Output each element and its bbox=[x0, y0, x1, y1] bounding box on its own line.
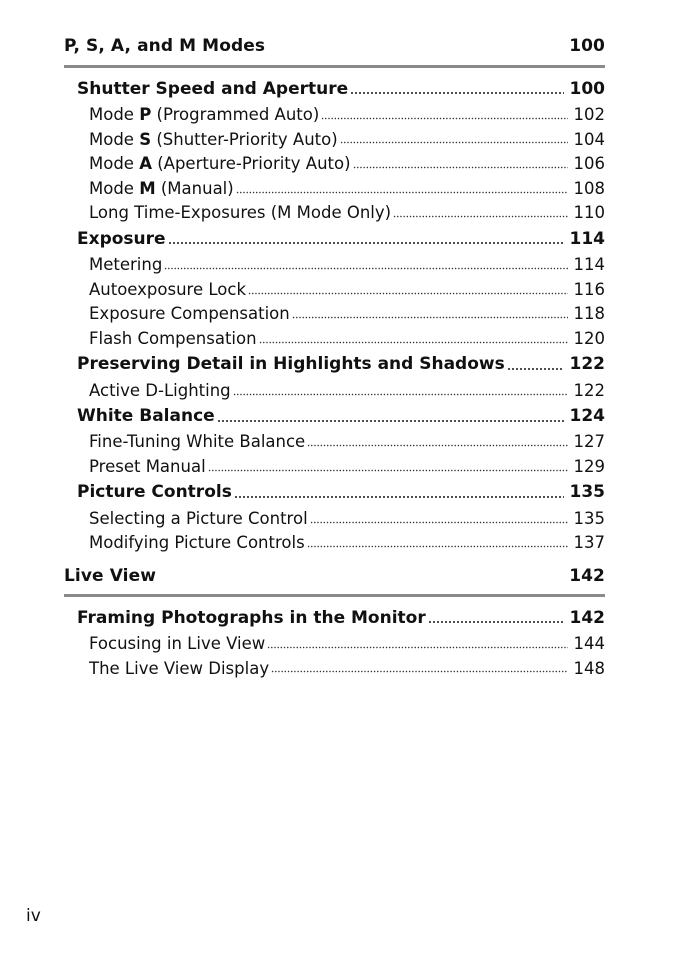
entry-page: 110 bbox=[573, 203, 605, 223]
toc-subentry[interactable] bbox=[64, 506, 605, 531]
entry-title bbox=[89, 130, 338, 149]
dot-leader bbox=[168, 237, 564, 245]
entry-title: Preset Manual bbox=[89, 457, 206, 477]
entry-page: 118 bbox=[573, 304, 605, 324]
entry-page: 137 bbox=[573, 533, 605, 553]
toc-entry[interactable] bbox=[64, 479, 605, 506]
toc-entry[interactable] bbox=[64, 604, 605, 631]
entry-title: Exposure bbox=[77, 228, 166, 249]
entry-title-prefix: Mode bbox=[89, 178, 140, 198]
entry-title-prefix: Mode bbox=[89, 129, 140, 149]
dot-leader bbox=[217, 415, 564, 423]
entry-page: 106 bbox=[573, 154, 605, 174]
dot-leader bbox=[292, 311, 568, 319]
toc-entry[interactable] bbox=[64, 403, 605, 430]
entry-page: 108 bbox=[573, 178, 605, 198]
entry-title: Autoexposure Lock bbox=[89, 279, 246, 299]
toc-entry[interactable] bbox=[64, 351, 605, 378]
entry-title: Selecting a Picture Control bbox=[89, 508, 308, 528]
chapter-rule bbox=[64, 594, 605, 597]
entry-title: Metering bbox=[89, 255, 163, 275]
entry-page: 144 bbox=[573, 633, 605, 653]
toc-subentry[interactable] bbox=[64, 201, 605, 226]
entry-page: 127 bbox=[573, 432, 605, 452]
entry-page: 114 bbox=[569, 228, 605, 249]
entry-title: Active D-Lighting bbox=[89, 380, 231, 400]
toc-subentry[interactable] bbox=[64, 102, 605, 127]
toc-subentry[interactable] bbox=[64, 151, 605, 176]
dot-leader bbox=[234, 491, 564, 499]
chapter-title: Live View bbox=[64, 566, 157, 586]
entry-page: 135 bbox=[573, 508, 605, 528]
dot-leader bbox=[248, 287, 568, 295]
entry-page: 124 bbox=[569, 406, 605, 427]
entry-page: 148 bbox=[573, 658, 605, 678]
entry-page: 104 bbox=[573, 129, 605, 149]
toc-subentry[interactable] bbox=[64, 176, 605, 201]
entry-title: Fine-Tuning White Balance bbox=[89, 432, 306, 452]
entry-title bbox=[89, 154, 351, 173]
entry-title: The Live View Display bbox=[89, 658, 270, 678]
dot-leader bbox=[507, 363, 564, 371]
entry-title-prefix: Mode bbox=[89, 154, 140, 174]
chapter-page: 100 bbox=[569, 36, 605, 56]
dot-leader bbox=[321, 112, 567, 120]
page-number: iv bbox=[26, 906, 41, 926]
toc-subentry[interactable] bbox=[64, 631, 605, 656]
dot-leader bbox=[428, 616, 564, 624]
chapter-rule bbox=[64, 65, 605, 68]
chapter-heading[interactable] bbox=[64, 562, 605, 590]
entry-title: White Balance bbox=[77, 406, 215, 427]
entry-title: Exposure Compensation bbox=[89, 304, 290, 324]
entry-title bbox=[89, 105, 319, 124]
dot-leader bbox=[307, 439, 567, 447]
toc-section bbox=[64, 604, 605, 680]
dot-leader bbox=[259, 336, 568, 344]
toc-subentry[interactable] bbox=[64, 326, 605, 351]
mode-letter: S bbox=[139, 129, 152, 149]
entry-page: 135 bbox=[569, 482, 605, 503]
dot-leader bbox=[208, 464, 568, 472]
toc-subentry[interactable] bbox=[64, 656, 605, 681]
entry-title: Focusing in Live View bbox=[89, 633, 266, 653]
dot-leader bbox=[267, 641, 567, 649]
entry-title bbox=[89, 179, 234, 198]
entry-title-prefix: Mode bbox=[89, 104, 140, 124]
chapter-title: P, S, A, and M Modes bbox=[64, 36, 266, 56]
toc-entry[interactable] bbox=[64, 225, 605, 252]
entry-page: 120 bbox=[573, 328, 605, 348]
toc-subentry[interactable] bbox=[64, 127, 605, 152]
entry-title: Flash Compensation bbox=[89, 328, 257, 348]
entry-title-rest: (Aperture-Priority Auto) bbox=[151, 154, 351, 174]
dot-leader bbox=[236, 186, 568, 194]
dot-leader bbox=[271, 665, 567, 673]
entry-title: Framing Photographs in the Monitor bbox=[77, 607, 426, 628]
entry-page: 142 bbox=[569, 607, 605, 628]
entry-title-rest: (Shutter-Priority Auto) bbox=[151, 129, 338, 149]
toc-subentry[interactable] bbox=[64, 252, 605, 277]
entry-title: Modifying Picture Controls bbox=[89, 533, 305, 553]
dot-leader bbox=[393, 210, 567, 218]
toc-subentry[interactable] bbox=[64, 531, 605, 556]
entry-page: 129 bbox=[573, 457, 605, 477]
entry-title: Shutter Speed and Aperture bbox=[77, 78, 349, 99]
chapter-page: 142 bbox=[569, 566, 605, 586]
entry-page: 122 bbox=[573, 380, 605, 400]
chapter-heading[interactable] bbox=[64, 32, 605, 60]
entry-page: 100 bbox=[569, 78, 605, 99]
toc-subentry[interactable] bbox=[64, 378, 605, 403]
toc-subentry[interactable] bbox=[64, 302, 605, 327]
dot-leader bbox=[350, 87, 563, 95]
dot-leader bbox=[233, 388, 568, 396]
entry-title: Preserving Detail in Highlights and Shadows bbox=[77, 354, 505, 375]
entry-title: Picture Controls bbox=[77, 482, 232, 503]
entry-page: 116 bbox=[573, 279, 605, 299]
toc-subentry[interactable] bbox=[64, 277, 605, 302]
dot-leader bbox=[310, 516, 568, 524]
toc-entry[interactable] bbox=[64, 75, 605, 102]
mode-letter: P bbox=[139, 104, 152, 124]
entry-title-rest: (Manual) bbox=[155, 178, 234, 198]
toc-subentry[interactable] bbox=[64, 454, 605, 479]
mode-letter: A bbox=[139, 154, 152, 174]
dot-leader bbox=[353, 161, 568, 169]
dot-leader bbox=[307, 540, 568, 548]
entry-title-rest: (Programmed Auto) bbox=[151, 104, 320, 124]
entry-page: 102 bbox=[573, 104, 605, 124]
entry-title: Long Time-Exposures (M Mode Only) bbox=[89, 203, 392, 223]
toc-subentry[interactable] bbox=[64, 430, 605, 455]
toc-section bbox=[64, 75, 605, 555]
entry-page: 122 bbox=[569, 354, 605, 375]
entry-page: 114 bbox=[573, 255, 605, 275]
mode-letter: M bbox=[139, 178, 156, 198]
dot-leader bbox=[340, 136, 568, 144]
dot-leader bbox=[164, 262, 567, 270]
